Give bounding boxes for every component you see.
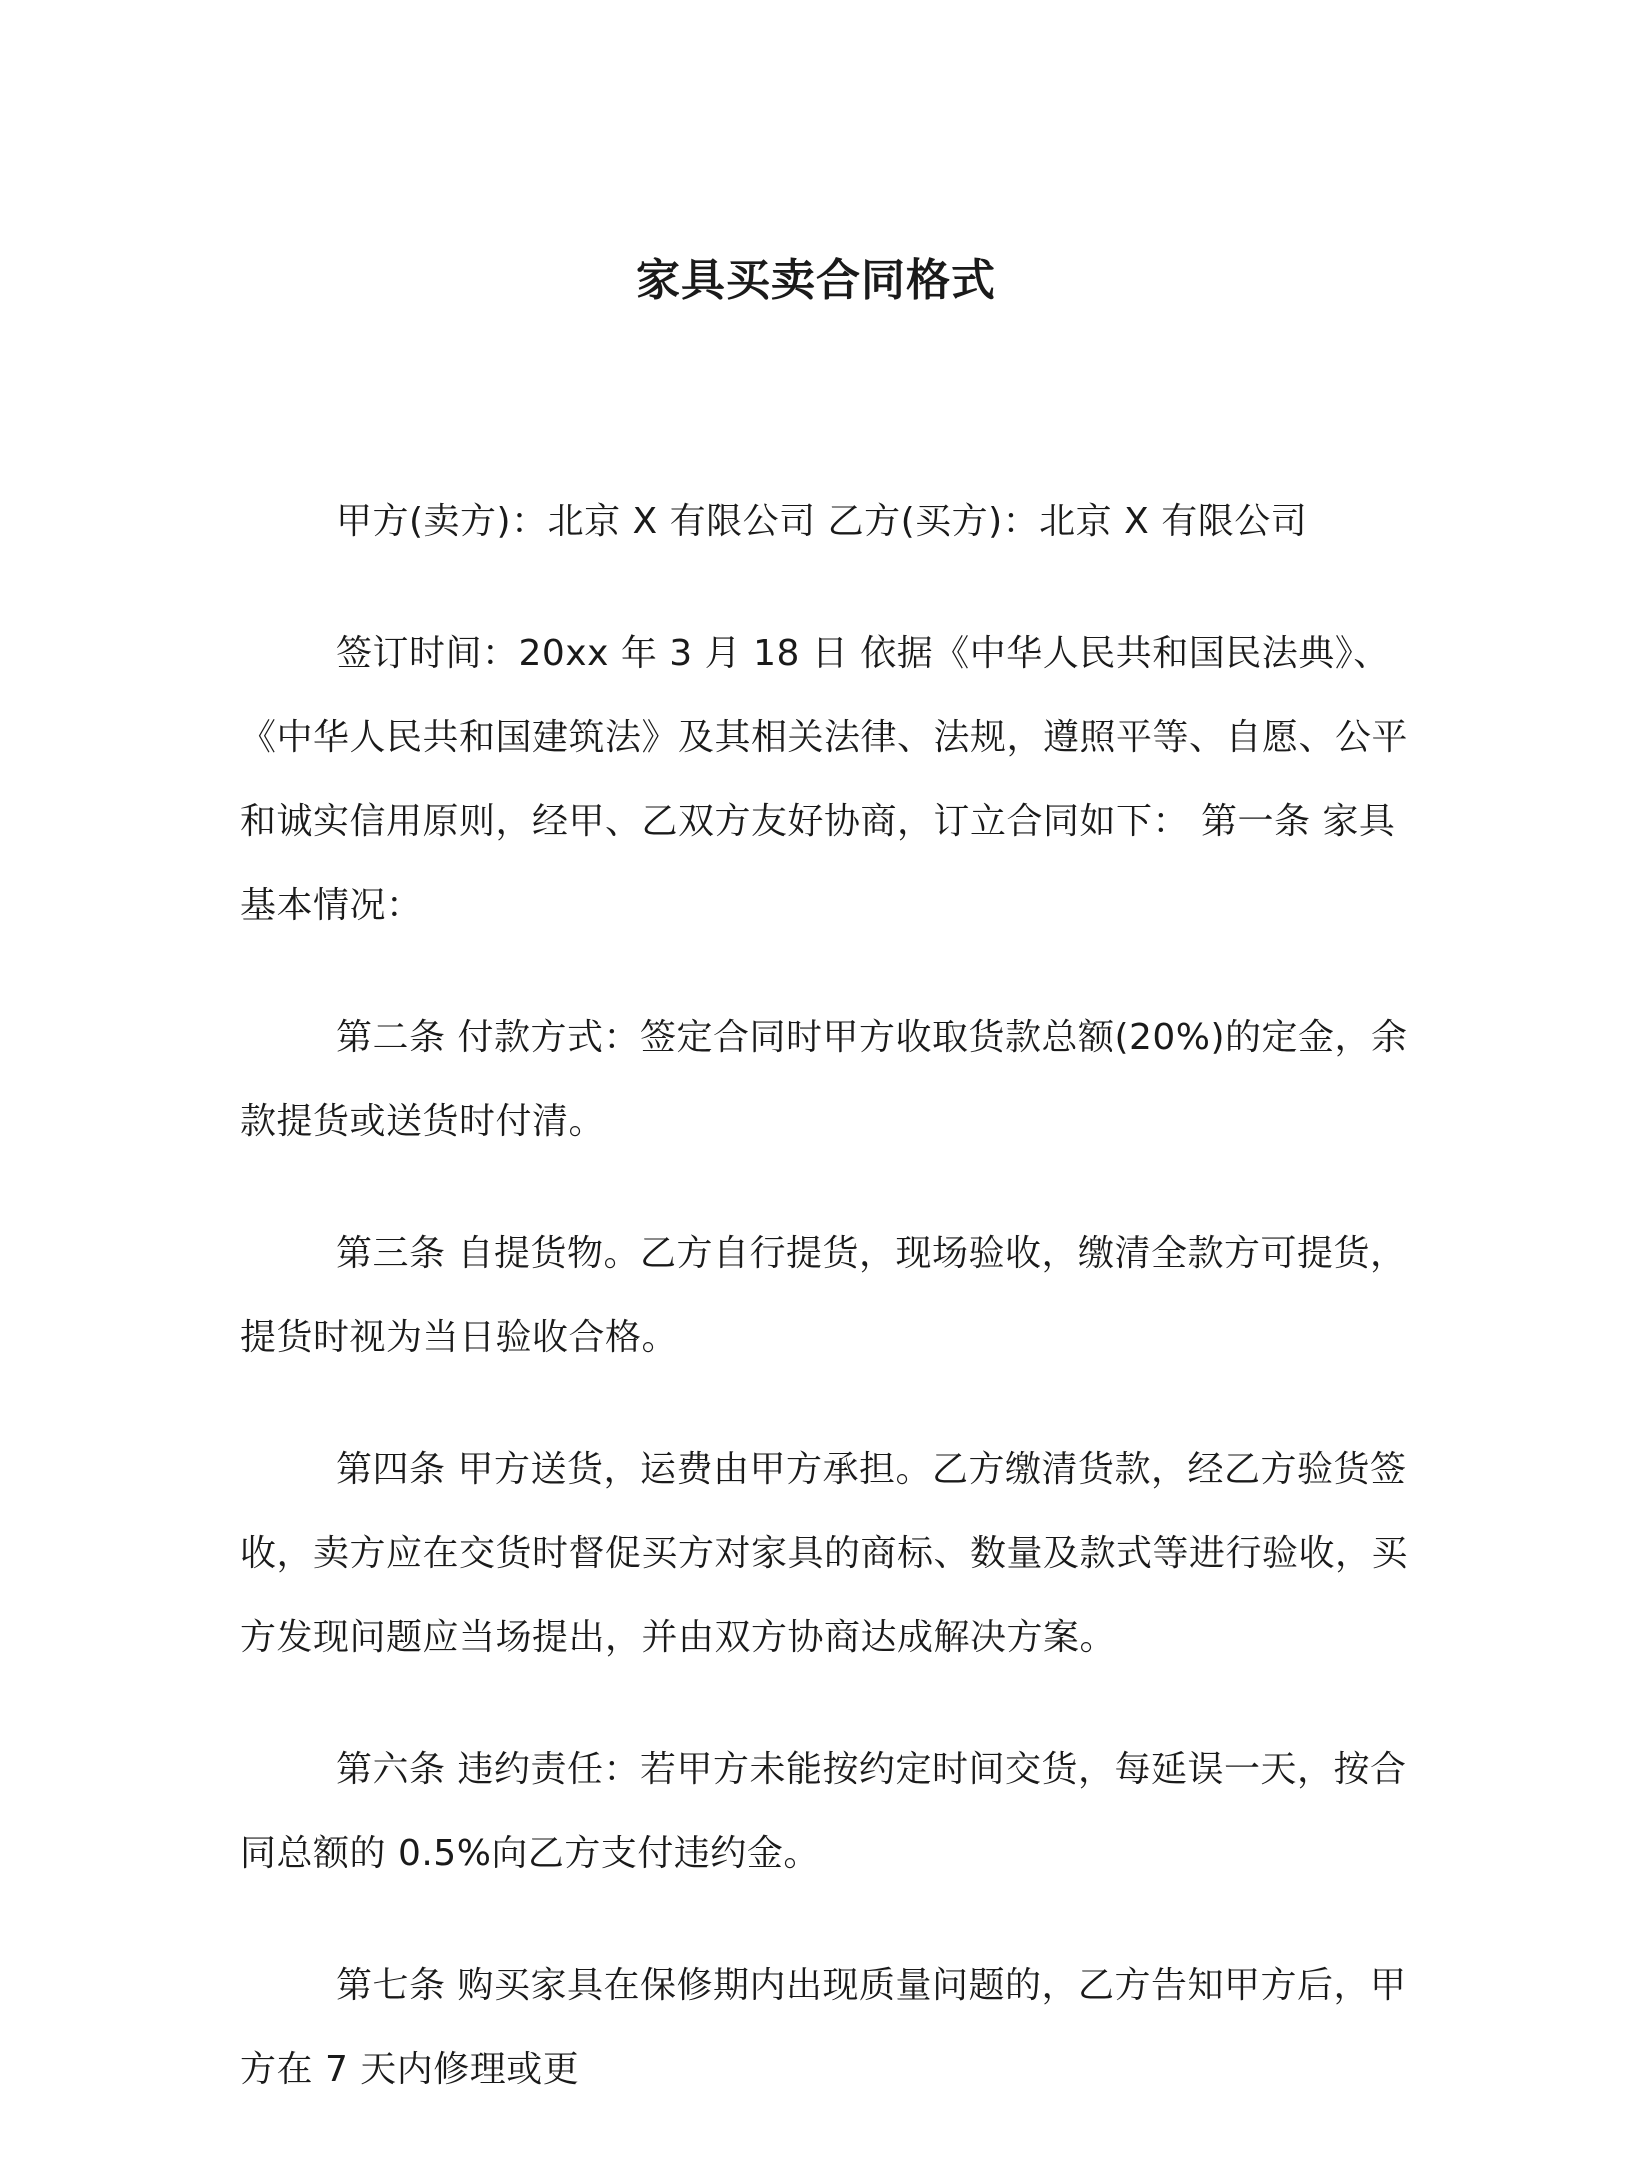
document-title: 家具买卖合同格式 [636,255,996,307]
paragraph-article-2-payment: 第二条 付款方式：签定合同时甲方收取货款总额(20%)的定金，余款提货或送货时付清。 [240,1017,1408,1142]
paragraph-parties: 甲方(卖方)：北京 X 有限公司 乙方(买方)：北京 X 有限公司 [336,501,1308,542]
paragraph-article-3-self-pickup: 第三条 自提货物。乙方自行提货，现场验收，缴清全款方可提货，提货时视为当日验收合格。 [240,1233,1407,1358]
paragraph-article-7-warranty: 第七条 购买家具在保修期内出现质量问题的，乙方告知甲方后，甲方在 7 天内修理或更 [240,1965,1407,2090]
document-body [240,480,1410,2160]
paragraph-article-4-delivery: 第四条 甲方送货，运费由甲方承担。乙方缴清货款，经乙方验货签收，卖方应在交货时督促买方对家具的商标、数量及款式等进行验收，买方发现问题应当场提出，并由双方协商达成解决方案。 [240,1449,1409,1658]
paragraph-signing-basis: 签订时间：20xx 年 3 月 18 日 依据《中华人民共和国民法典》、《中华人民共和国建筑法》及其相关法律、法规，遵照平等、自愿、公平和诚实信用原则，经甲、乙双方友好协商，订立合同如下： 第一条 家具基本情况： [240,633,1409,926]
paragraph-article-6-liability: 第六条 违约责任：若甲方未能按约定时间交货，每延误一天，按合同总额的 0.5%向乙方支付违约金。 [240,1749,1407,1874]
